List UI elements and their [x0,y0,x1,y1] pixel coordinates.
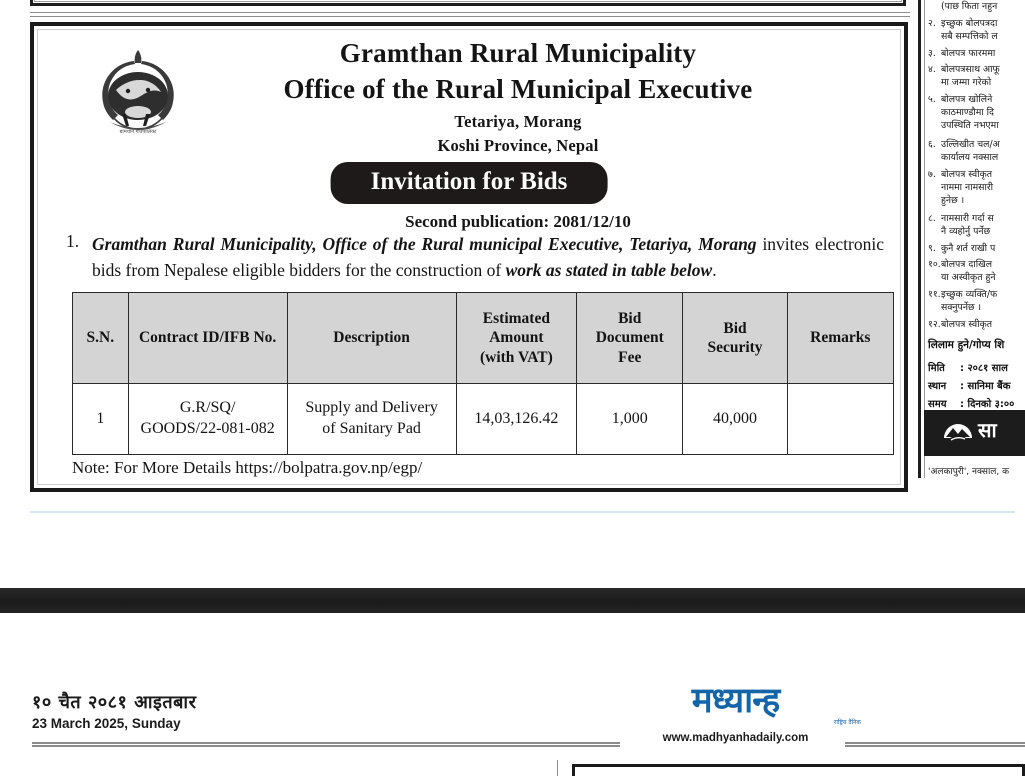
header-remarks: Remarks [787,293,893,384]
nepali-item-6 [928,168,1025,208]
nepali-item-10 [928,288,1025,314]
nepali-item-7-l1: नामसारी गर्दा स [941,213,994,224]
nepali-item-11 [928,318,1025,331]
nepali-detail-time: समय : दिनको ३:०० [928,396,1014,410]
paragraph-text [92,231,884,284]
nepali-item-10-l2: सक्नुपर्नेछ । [941,302,981,314]
svg-text:ग्रामथान गाउँपालिका: ग्रामथान गाउँपालिका [119,129,157,135]
nepali-item-3-l1: बोलपत्रसाथ आफू [941,64,1000,75]
note-text: Note: For More Details https://bolpatra.gov.np/egp/ [72,458,423,477]
header-estimated-amount [456,293,576,384]
nepali-item-8-num: ९. [928,243,936,254]
bank-address-text: 'अलकापुरी', नक्साल, क [928,467,1010,477]
nepali-item-10-l1: इच्छुक व्यक्ति/फ [941,289,998,300]
nepali-item-2-l1: बोलपत्र फारममा [941,48,996,59]
nepali-item-6-num: ७. [928,169,936,180]
cell-bid-security: 40,000 [683,384,787,455]
nepali-detail-place-value: सानिमा बैंक [967,381,1011,392]
header-bid-doc-fee-l1: Bid [618,309,642,327]
dark-section-band [0,588,1025,613]
cell-sn: 1 [73,384,129,455]
nepali-item-2-num: ३. [928,48,936,59]
nepali-detail-date-value: २०८१ साल [967,363,1008,374]
nepali-item-9 [928,258,1025,284]
header-bid-document-fee [577,293,683,384]
header-description: Description [287,293,456,384]
invitation-for-bids-advertisement [30,22,908,492]
header-contract-id: Contract ID/IFB No. [128,293,287,384]
bottom-cutoff-headline [130,766,138,776]
nepali-detail-place: स्थान : सानिमा बैंक [928,378,1010,392]
bottom-column-divider [557,760,558,776]
header-estimated-amount-l1: Estimated [482,309,550,327]
nepali-item-1-l2: सबै सम्पत्तिको ल [941,31,998,43]
nepali-item-4-l2: काठमाण्डौमा दि [941,107,994,119]
blue-separator-rule [30,511,1015,513]
cell-description-l1: Supply and Delivery [305,399,438,417]
nepali-item-6-l3: हुनेछ । [941,195,965,207]
nepali-item-1-l1: इच्छुक बोलपत्रदा [941,18,998,29]
invitation-for-bids-banner: Invitation for Bids [331,162,608,204]
nepali-item-7-num: ८. [928,213,936,224]
header-bid-security [683,293,787,384]
nepali-item-9-l2: या अस्वीकृत हुने [941,272,996,284]
header-estimated-amount-l3: (with VAT) [479,348,553,366]
table-row [73,384,894,455]
nepali-item-6-l2: नाममा नामसारी [941,182,994,194]
header-bid-security-l2: Security [707,339,763,356]
nepali-item-11-num: १२. [928,319,941,330]
nepali-detail-time-value: दिनको ३:०० [967,399,1015,410]
nepali-item-4 [928,93,1025,133]
nepali-item-4-l3: उपस्थिति नभएमा [941,120,999,132]
footer-date-nepali: १० चैत २०८१ आइतबार [32,692,197,713]
bank-logo-black-bar [924,410,1025,456]
nepali-item-10-num: ११. [928,289,941,300]
bottom-cutoff-ad-box [572,764,1025,776]
header-bid-security-l1: Bid [723,319,747,337]
nepali-item-5-l1: उल्लिखीत चल/अ [941,139,1000,150]
footer-rule-right [845,742,1025,747]
header-sn: S.N. [73,293,129,384]
nepali-item-3 [928,63,1025,89]
nepali-item-1 [928,17,1025,43]
nepali-item-9-num: १०. [928,259,941,270]
invitation-paragraph [54,231,884,284]
nepali-item-8-l1: कुनै शर्त राखी प [941,243,996,254]
nepali-item-3-num: ४. [928,64,936,75]
right-nepali-ad-column [918,0,1025,492]
masthead-website: www.madhyanhadaily.com [662,732,809,744]
organization-name: Gramthan Rural Municipality [339,38,697,68]
table-header [73,293,894,384]
top-divider-rule [30,12,910,17]
nepali-item-11-l1: बोलपत्र स्वीकृत [941,319,993,330]
nepali-detail-date-key: मिति [928,363,945,374]
bid-details-table [72,292,894,455]
paragraph-number: 1. [66,231,80,251]
nepali-item-5-num: ६. [928,139,936,150]
paragraph-period: . [712,260,717,281]
header-estimated-amount-l2: Amount [489,329,544,347]
bank-mountain-logo-icon [942,418,974,444]
cell-remarks [787,384,893,455]
footer-date-english: 23 March 2025, Sunday [32,716,181,731]
masthead-subtitle: राष्ट्रिय दैनिक [833,719,861,726]
nepali-item-0-l1: (पाछ फिता नहुन [941,1,998,12]
newspaper-masthead [648,681,861,744]
right-column-inner-border [924,0,925,478]
cell-description [287,384,456,455]
paragraph-middle: invites electronic bids from Nepalese eligible bidders for the construction of [92,234,884,281]
nepali-item-5-l2: कार्यालय नक्साल [941,152,999,164]
cell-estimated-amount: 14,03,126.42 [456,384,576,455]
nepali-item-9-l1: बोलपत्र दाखिल [941,259,993,270]
nepali-detail-place-key: स्थान [928,381,947,392]
nepali-auction-heading: लिलाम हुने/गोप्य शि [928,339,1005,351]
header-bid-doc-fee-l2: Document [595,329,664,347]
nepali-item-8 [928,242,1025,255]
nepali-item-6-l1: बोलपत्र स्वीकृत [941,169,993,180]
paragraph-bold-tail: work as stated in table below [505,260,713,281]
nepali-detail-date: मिति : २०८१ साल [928,360,1008,374]
nepali-item-4-l1: बोलपत्र खोलिने [941,94,993,105]
organization-location: Tetariya, Morang [454,112,582,131]
table-body [73,384,894,455]
table-header-row [73,293,894,384]
nepali-item-2 [928,47,1025,60]
organization-province: Koshi Province, Nepal [437,136,599,155]
nepali-item-0 [928,0,1025,13]
footer-rule-left [32,742,620,747]
cell-contract-id-l1: G.R/SQ/ [179,399,236,417]
nepali-item-7 [928,212,1025,238]
nepali-item-3-l2: मा जम्मा गरेको [941,77,992,89]
nepali-item-4-num: ५. [928,94,936,105]
nepali-item-5 [928,138,1025,164]
second-publication-date: Second publication: 2081/12/10 [405,212,631,231]
nepali-detail-time-key: समय [928,399,947,410]
bank-name-text: सा [978,418,997,442]
nepali-item-1-num: २. [928,18,936,29]
header-bid-doc-fee-l3: Fee [618,348,642,366]
nepali-item-7-l2: नै व्यहोर्नु पर्नेछ [941,226,991,238]
right-column-border [918,0,921,478]
cell-description-l2: of Sanitary Pad [322,420,421,437]
top-partial-ad-inner-border [34,0,902,2]
organization-office: Office of the Rural Municipal Executive [283,74,753,104]
cell-contract-id-l2: GOODS/22-081-082 [140,420,275,437]
masthead-title: मध्यान्ह [691,681,780,721]
paragraph-bold-lead: Gramthan Rural Municipality, Office of the Rural municipal Executive, Tetariya, Morang [92,234,757,254]
cell-contract-id [128,384,287,455]
cell-bid-document-fee: 1,000 [577,384,683,455]
